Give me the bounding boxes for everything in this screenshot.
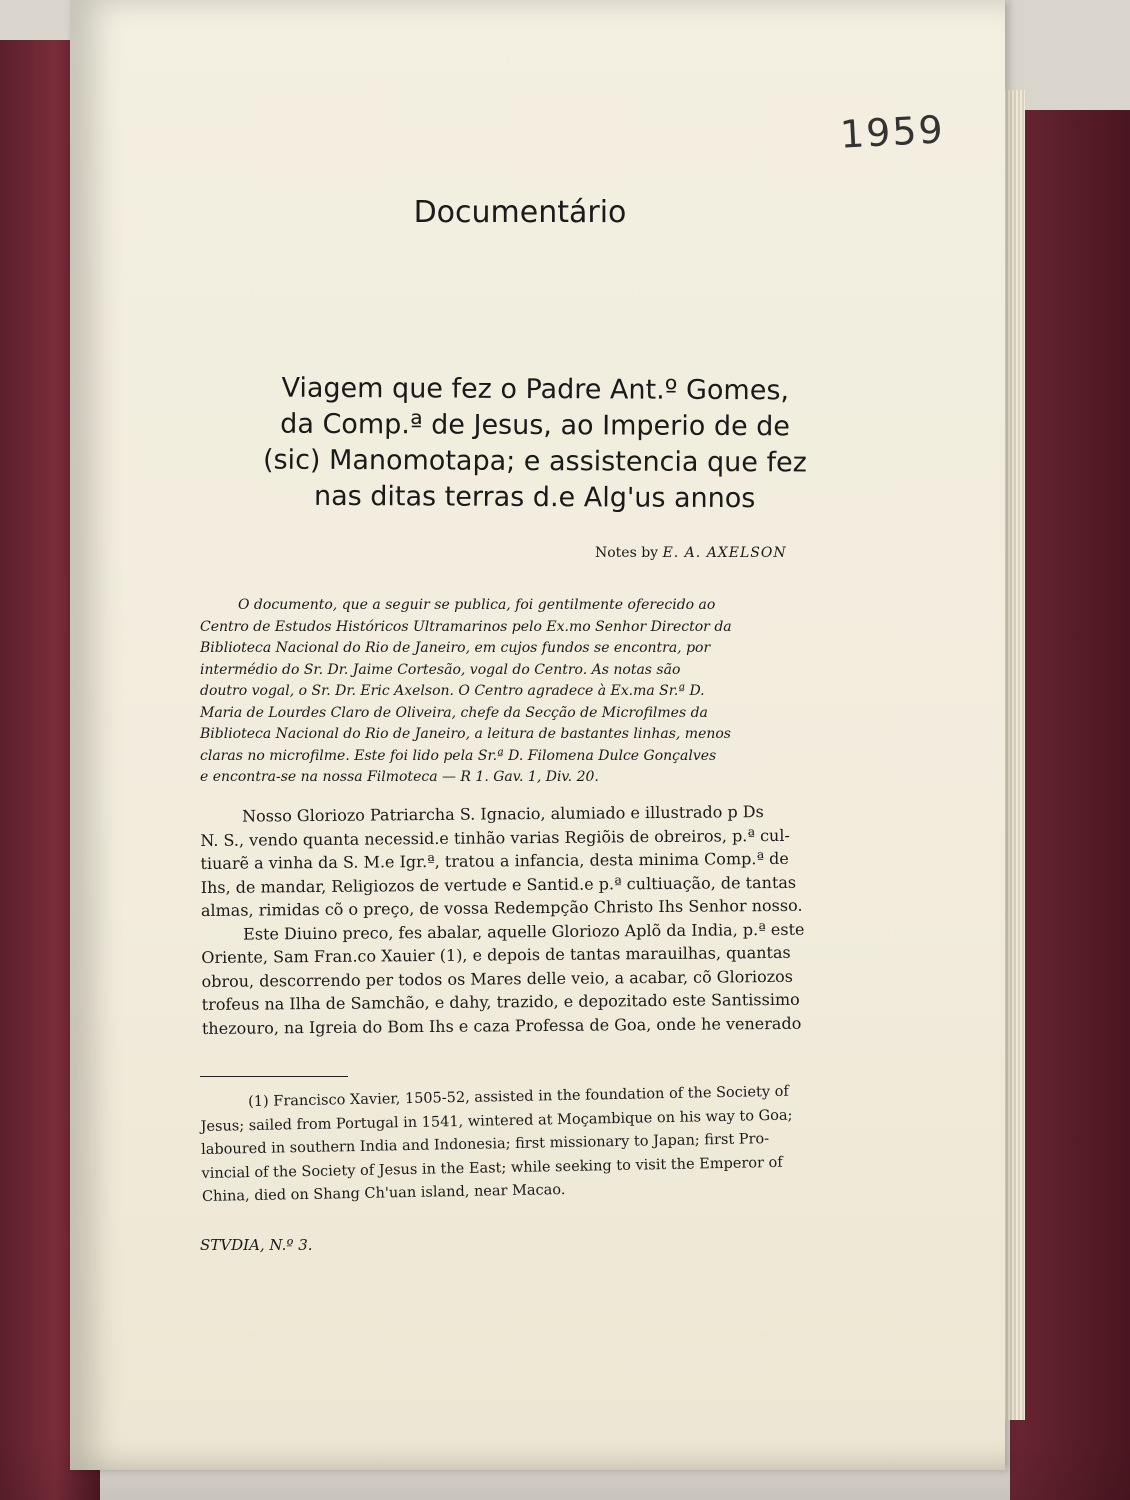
body-line: obrou, descorrendo per todos os Mares delle veio, a acabar, cõ Gloriozos bbox=[201, 966, 794, 991]
intro-line: e encontra-se na nossa Filmoteca — R 1. Gav. 1, Div. 20. bbox=[200, 769, 599, 785]
intro-line: O documento, que a seguir se publica, foi gentilmente oferecido ao bbox=[238, 597, 716, 613]
intro-paragraph bbox=[200, 595, 940, 789]
title-line: (sic) Manomotapa; e assistencia que fez bbox=[262, 444, 807, 479]
body-line: Ihs, de mandar, Religiozos de vertude e Santid.e p.ª cultiuação, de tantas bbox=[200, 872, 797, 897]
footnote-line: laboured in southern India and Indonesia; first missionary to Japan; first Pro- bbox=[200, 1131, 770, 1158]
footnote-line: Jesus; sailed from Portugal in 1541, wintered at Moçambique on his way to Goa; bbox=[200, 1107, 793, 1135]
intro-line: doutro vogal, o Sr. Dr. Eric Axelson. O Centro agradece à Ex.ma Sr.ª D. bbox=[200, 683, 705, 699]
body-line: Este Diuino preco, fes abalar, aquelle Gloriozo Aplõ da India, p.ª este bbox=[243, 919, 805, 944]
footnote-line: China, died on Shang Ch'uan island, near Macao. bbox=[201, 1182, 566, 1205]
title-line: nas ditas terras d.e Alg'us annos bbox=[313, 480, 756, 515]
intro-line: Maria de Lourdes Claro de Oliveira, chefe da Secção de Microfilmes da bbox=[200, 704, 708, 721]
notes-by-prefix: Notes by bbox=[595, 545, 659, 561]
back-cover bbox=[1010, 110, 1130, 1500]
title-line: Viagem que fez o Padre Ant.º Gomes, bbox=[281, 372, 790, 407]
body-line: thezouro, na Igreia do Bom Ihs e caza Professa de Goa, onde he venerado bbox=[201, 1013, 802, 1038]
section-title: Documentário bbox=[413, 195, 627, 230]
handwritten-year-annotation: 1959 bbox=[838, 107, 946, 157]
journal-reference: STVDIA, N.º 3. bbox=[200, 1236, 313, 1254]
bottom-shadow bbox=[0, 1440, 1130, 1500]
footnote bbox=[200, 1076, 1012, 1209]
body-line: N. S., vendo quanta necessid.e tinhão varias Regiõis de obreiros, p.ª cul- bbox=[200, 825, 790, 850]
document-body bbox=[200, 798, 972, 1040]
footnote-divider bbox=[200, 1076, 348, 1077]
intro-line: intermédio do Sr. Dr. Jaime Cortesão, vogal do Centro. As notas são bbox=[200, 661, 681, 678]
body-line: Nosso Gloriozo Patriarcha S. Ignacio, alumiado e illustrado p Ds bbox=[242, 802, 764, 826]
footnote-line: (1) Francisco Xavier, 1505-52, assisted in the foundation of the Society of bbox=[248, 1083, 789, 1111]
body-line: Oriente, Sam Fran.co Xauier (1), e depois de tantas marauilhas, quantas bbox=[201, 942, 791, 967]
intro-line: Biblioteca Nacional do Rio de Janeiro, a leitura de bastantes linhas, menos bbox=[200, 726, 731, 742]
title-line: da Comp.ª de Jesus, ao Imperio de de bbox=[280, 408, 791, 443]
body-line: trofeus na Ilha de Samchão, e dahy, trazido, e depozitado este Santissimo bbox=[201, 989, 800, 1014]
notes-author: E. A. AXELSON bbox=[662, 545, 787, 561]
intro-line: claras no microfilme. Este foi lido pela Sr.ª D. Filomena Dulce Gonçalves bbox=[200, 747, 717, 764]
document-title bbox=[205, 370, 866, 517]
body-line: tiuarẽ a vinha da S. M.e Igr.ª, tratou a infancia, desta minima Comp.ª de bbox=[200, 848, 789, 873]
intro-line: Centro de Estudos Históricos Ultramarinos pelo Ex.mo Senhor Director da bbox=[200, 618, 732, 635]
intro-line: Biblioteca Nacional do Rio de Janeiro, em cujos fundos se encontra, por bbox=[200, 640, 711, 656]
footnote-line: vincial of the Society of Jesus in the East; while seeking to visit the Emperor of bbox=[201, 1154, 783, 1182]
notes-by-line bbox=[595, 545, 787, 561]
body-line: almas, rimidas cõ o preço, de vossa Redempção Christo Ihs Senhor nosso. bbox=[200, 895, 803, 920]
